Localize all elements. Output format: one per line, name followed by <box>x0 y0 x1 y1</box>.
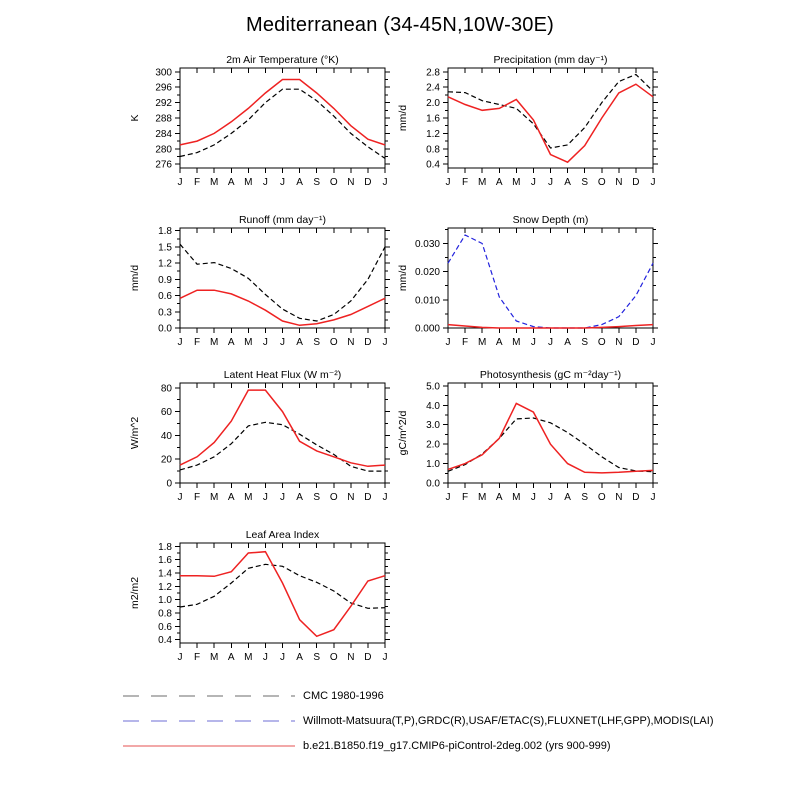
x-tick-label: J <box>650 177 656 188</box>
x-tick-label: J <box>548 177 553 188</box>
y-tick-label: 5.0 <box>426 381 440 393</box>
x-tick-label: O <box>597 177 606 188</box>
x-tick-label: A <box>296 177 303 188</box>
x-tick-label: M <box>244 177 253 188</box>
x-tick-label: N <box>347 652 355 663</box>
y-tick-label: 0.9 <box>158 274 172 286</box>
panel-runoff-chart <box>118 210 405 358</box>
y-tick-label: 0.010 <box>414 295 440 307</box>
y-tick-label: 0.020 <box>414 267 440 279</box>
y-tick-label: 2.0 <box>426 439 440 451</box>
y-tick-label: 1.2 <box>158 581 172 593</box>
y-tick-label: 1.8 <box>158 226 172 238</box>
x-tick-label: A <box>227 177 235 188</box>
x-tick-label: J <box>382 652 388 663</box>
y-axis-label: gC/m^2/d <box>397 410 409 456</box>
y-tick-label: 0.6 <box>158 621 172 633</box>
x-tick-label: F <box>194 177 201 188</box>
x-tick-label: N <box>347 337 355 348</box>
panel-leaf-area-index-chart <box>118 525 405 673</box>
x-tick-label: J <box>650 492 656 503</box>
y-axis-label: mm/d <box>397 104 409 132</box>
x-tick-label: S <box>313 652 321 663</box>
x-tick-label: F <box>462 177 469 188</box>
y-tick-label: 1.4 <box>158 568 172 580</box>
x-tick-label: M <box>209 337 219 348</box>
y-tick-label: 0.030 <box>414 238 440 250</box>
legend-item <box>123 708 714 733</box>
x-tick-label: J <box>530 492 536 503</box>
x-tick-label: D <box>632 492 640 503</box>
x-tick-label: J <box>382 177 388 188</box>
y-tick-label: 3.0 <box>426 420 440 432</box>
x-tick-label: J <box>650 337 656 348</box>
y-tick-label: 0.0 <box>158 323 172 335</box>
y-tick-label: 1.5 <box>158 242 172 254</box>
panel-latent-heat-flux-chart <box>118 365 405 513</box>
series-obs-line <box>448 235 653 328</box>
x-tick-label: S <box>313 492 321 503</box>
y-tick-label: 1.8 <box>158 541 172 553</box>
x-tick-label: F <box>462 337 469 348</box>
y-tick-label: 80 <box>160 383 172 395</box>
x-tick-label: J <box>280 492 285 503</box>
legend-item <box>123 683 714 708</box>
y-tick-label: 1.6 <box>426 113 440 125</box>
x-tick-label: J <box>177 652 183 663</box>
x-tick-label: J <box>445 492 451 503</box>
x-tick-label: A <box>564 337 571 348</box>
x-tick-label: F <box>462 492 469 503</box>
x-tick-label: J <box>262 652 268 663</box>
y-tick-label: 296 <box>155 82 172 94</box>
legend-line-sample <box>123 745 295 747</box>
x-tick-label: F <box>194 652 201 663</box>
x-tick-label: A <box>564 177 571 188</box>
series-model-line <box>448 84 653 162</box>
x-tick-label: J <box>530 337 536 348</box>
x-tick-label: M <box>477 337 487 348</box>
x-tick-label: O <box>597 492 606 503</box>
x-tick-label: A <box>227 652 235 663</box>
y-tick-label: 280 <box>155 144 172 156</box>
y-tick-label: 1.2 <box>158 258 172 270</box>
x-tick-label: J <box>262 177 268 188</box>
x-tick-label: J <box>262 337 268 348</box>
panel-snow-depth-chart <box>386 210 673 358</box>
panel-title: Leaf Area Index <box>245 529 320 541</box>
x-tick-label: D <box>364 652 372 663</box>
series-obs-line <box>448 75 653 149</box>
x-tick-label: S <box>313 337 321 348</box>
y-tick-label: 0.3 <box>158 307 172 319</box>
y-tick-label: 0.4 <box>426 159 440 171</box>
x-tick-label: M <box>512 337 521 348</box>
panel-title: Photosynthesis (gC m⁻²day⁻¹) <box>479 369 622 381</box>
x-tick-label: A <box>495 337 503 348</box>
legend-label: Willmott-Matsuura(T,P),GRDC(R),USAF/ETAC(S),FLUXNET(LHF,GPP),MODIS(LAI) <box>303 714 714 727</box>
x-tick-label: O <box>329 177 338 188</box>
x-tick-label: J <box>280 337 285 348</box>
x-tick-label: S <box>581 337 589 348</box>
x-tick-label: N <box>615 492 623 503</box>
y-tick-label: 0.8 <box>158 608 172 620</box>
y-tick-label: 40 <box>160 430 172 442</box>
y-tick-label: 0 <box>166 478 172 490</box>
x-tick-label: J <box>548 337 553 348</box>
x-tick-label: D <box>364 492 372 503</box>
y-tick-label: 292 <box>155 98 172 110</box>
y-axis-label: W/m^2 <box>129 416 141 450</box>
panel-precipitation-chart <box>386 50 673 198</box>
x-tick-label: M <box>512 492 521 503</box>
x-tick-label: M <box>209 652 219 663</box>
series-model-line <box>448 403 653 473</box>
y-tick-label: 0.4 <box>158 635 172 647</box>
x-tick-label: D <box>364 337 372 348</box>
panel-title: 2m Air Temperature (°K) <box>226 54 339 66</box>
y-axis-label: mm/d <box>397 264 409 292</box>
legend-label: b.e21.B1850.f19_g17.CMIP6-piControl-2deg.002 (yrs 900-999) <box>303 739 611 752</box>
y-tick-label: 2.0 <box>426 98 440 110</box>
x-tick-label: A <box>495 492 503 503</box>
y-axis-label: mm/d <box>129 264 141 292</box>
x-tick-label: M <box>477 177 487 188</box>
x-tick-label: M <box>209 492 219 503</box>
series-model-line <box>180 552 385 637</box>
y-tick-label: 0.8 <box>426 144 440 156</box>
x-tick-label: J <box>280 652 285 663</box>
x-tick-label: S <box>581 492 589 503</box>
y-tick-label: 0.0 <box>426 478 440 490</box>
y-tick-label: 1.6 <box>158 555 172 567</box>
x-tick-label: S <box>581 177 589 188</box>
x-tick-label: M <box>244 337 253 348</box>
x-tick-label: J <box>548 492 553 503</box>
x-tick-label: D <box>364 177 372 188</box>
x-tick-label: S <box>313 177 321 188</box>
panel-title: Runoff (mm day⁻¹) <box>238 214 327 226</box>
figure-title: Mediterranean (34-45N,10W-30E) <box>245 14 554 36</box>
series-model-line <box>180 290 385 325</box>
x-tick-label: O <box>329 337 338 348</box>
y-tick-label: 1.0 <box>426 459 440 471</box>
x-tick-label: A <box>227 492 235 503</box>
x-tick-label: J <box>445 177 451 188</box>
x-tick-label: M <box>244 652 253 663</box>
y-tick-label: 1.0 <box>158 595 172 607</box>
x-tick-label: A <box>495 177 503 188</box>
x-tick-label: A <box>564 492 571 503</box>
x-tick-label: J <box>262 492 268 503</box>
x-tick-label: M <box>477 492 487 503</box>
x-tick-label: A <box>227 337 235 348</box>
y-tick-label: 276 <box>155 159 172 171</box>
x-tick-label: O <box>329 652 338 663</box>
legend-item <box>123 733 714 758</box>
legend-line-sample <box>123 695 295 697</box>
y-tick-label: 60 <box>160 407 172 419</box>
x-tick-label: N <box>347 492 355 503</box>
y-tick-label: 2.4 <box>426 82 440 94</box>
x-tick-label: F <box>194 337 201 348</box>
x-tick-label: N <box>615 177 623 188</box>
x-tick-label: M <box>209 177 219 188</box>
panel-title: Latent Heat Flux (W m⁻²) <box>223 369 342 381</box>
x-tick-label: F <box>194 492 201 503</box>
series-obs-line <box>180 89 385 158</box>
panel-photosynthesis-chart <box>386 365 673 513</box>
x-tick-label: N <box>615 337 623 348</box>
x-tick-label: J <box>177 337 183 348</box>
y-tick-label: 1.2 <box>426 128 440 140</box>
panel-title: Snow Depth (m) <box>512 214 589 226</box>
x-tick-label: N <box>347 177 355 188</box>
x-tick-label: J <box>382 337 388 348</box>
x-tick-label: J <box>382 492 388 503</box>
y-tick-label: 288 <box>155 113 172 125</box>
x-tick-label: A <box>296 652 303 663</box>
x-tick-label: M <box>244 492 253 503</box>
x-tick-label: J <box>530 177 536 188</box>
x-tick-label: O <box>329 492 338 503</box>
x-tick-label: J <box>445 337 451 348</box>
x-tick-label: J <box>177 177 183 188</box>
y-tick-label: 300 <box>155 67 172 79</box>
y-tick-label: 0.6 <box>158 291 172 303</box>
panel-air-temperature-chart <box>118 50 405 198</box>
y-axis-label: K <box>129 114 141 122</box>
x-tick-label: D <box>632 337 640 348</box>
y-tick-label: 0.000 <box>414 323 440 335</box>
series-obs-line <box>180 244 385 321</box>
series-model-line <box>448 325 653 328</box>
x-tick-label: M <box>512 177 521 188</box>
x-tick-label: A <box>296 337 303 348</box>
x-tick-label: A <box>296 492 303 503</box>
panel-title: Precipitation (mm day⁻¹) <box>493 54 608 66</box>
legend <box>123 683 714 758</box>
legend-line-sample <box>123 720 295 722</box>
y-tick-label: 20 <box>160 454 172 466</box>
legend-label: CMC 1980-1996 <box>303 689 384 702</box>
series-model-line <box>180 390 385 466</box>
x-tick-label: J <box>177 492 183 503</box>
x-tick-label: O <box>597 337 606 348</box>
y-axis-label: m2/m2 <box>129 576 141 610</box>
x-tick-label: J <box>280 177 285 188</box>
y-tick-label: 284 <box>155 128 172 140</box>
x-tick-label: D <box>632 177 640 188</box>
y-tick-label: 4.0 <box>426 400 440 412</box>
y-tick-label: 2.8 <box>426 67 440 79</box>
